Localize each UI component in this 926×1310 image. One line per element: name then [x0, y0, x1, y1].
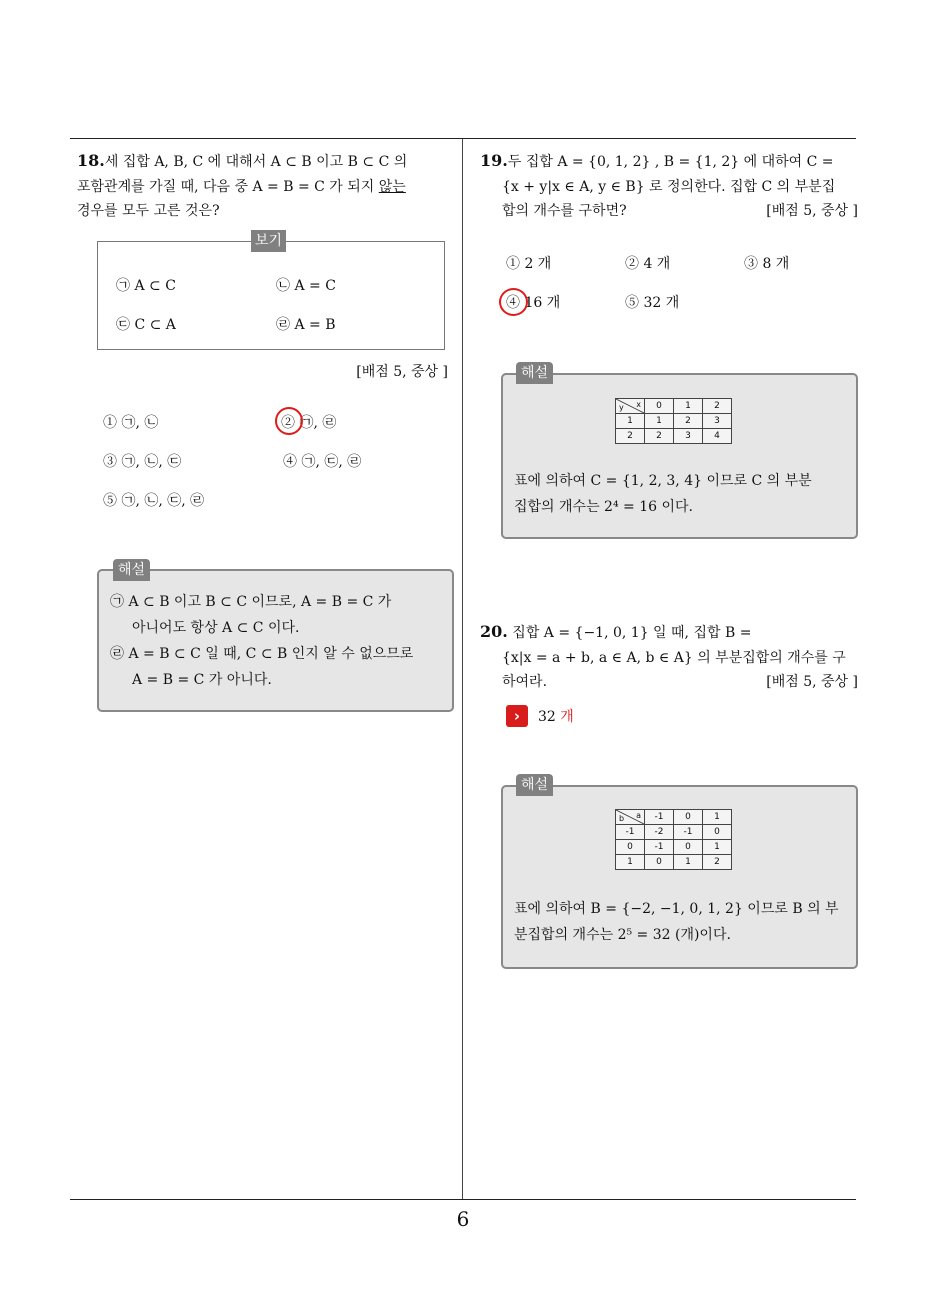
table-cell: 0: [645, 855, 674, 870]
page-number: 6: [456, 1207, 470, 1231]
choice-1[interactable]: ① ㉠, ㉡: [103, 415, 159, 431]
bogi-item: ㉠ A ⊂ C: [116, 278, 176, 294]
solution-line: ㉠ A ⊂ B 이고 B ⊂ C 이므로, A = B = C 가: [110, 594, 392, 610]
underlined-word: 않는: [378, 178, 406, 195]
solution-text: [110, 589, 444, 693]
bogi-item: ㉡ A = C: [276, 278, 336, 294]
score-label: [배점 5, 중상 ]: [356, 364, 448, 380]
solution-text: [514, 468, 846, 520]
choice-2[interactable]: ② ㉠, ㉣: [281, 415, 337, 431]
table-cell: 2: [616, 429, 645, 444]
solution-label: 해설: [516, 774, 553, 796]
question-18: [77, 149, 455, 224]
table-header-cell: -1: [645, 810, 674, 825]
table-header-cell: 1: [674, 399, 703, 414]
question-line: 경우를 모두 고른 것은?: [77, 203, 220, 219]
solution-line: 집합의 개수는 2⁴ = 16 이다.: [514, 499, 693, 515]
solution-line: 분집합의 개수는 2⁵ = 32 (개)이다.: [514, 927, 731, 943]
table-cell: 3: [674, 429, 703, 444]
score-label: [배점 5, 중상 ]: [766, 203, 858, 219]
table-cell: -1: [674, 825, 703, 840]
choice-5[interactable]: ⑤ 32 개: [625, 295, 680, 311]
table-header-cell: 2: [703, 399, 732, 414]
table-cell: 0: [674, 840, 703, 855]
table-cell: 2: [703, 855, 732, 870]
solution-line: 표에 의하여 C = {1, 2, 3, 4} 이므로 C 의 부분: [514, 473, 812, 489]
table-cell: 4: [703, 429, 732, 444]
question-line: {x + y|x ∈ A, y ∈ B} 로 정의한다. 집합 C 의 부분집: [502, 178, 836, 195]
answer-arrow-icon: ›: [506, 705, 528, 727]
table-corner-cell: [616, 399, 645, 414]
table-header-cell: 0: [674, 810, 703, 825]
choice-3[interactable]: ③ ㉠, ㉡, ㉢: [103, 454, 182, 470]
table-cell: 1: [674, 855, 703, 870]
table-cell: 1: [645, 414, 674, 429]
sum-table: [615, 809, 732, 870]
table-cell: -2: [645, 825, 674, 840]
table-cell: 1: [703, 840, 732, 855]
choice-2[interactable]: ② 4 개: [625, 256, 671, 272]
solution-label: 해설: [516, 362, 553, 384]
table-cell: 3: [703, 414, 732, 429]
solution-line: 아니어도 항상 A ⊂ C 이다.: [132, 620, 300, 636]
solution-line: 표에 의하여 B = {−2, −1, 0, 1, 2} 이므로 B 의 부: [514, 901, 839, 917]
table-cell: -1: [645, 840, 674, 855]
table-cell: 0: [616, 840, 645, 855]
corner-label: b: [619, 814, 625, 823]
choice-5[interactable]: ⑤ ㉠, ㉡, ㉢, ㉣: [103, 493, 205, 509]
bogi-item: ㉢ C ⊂ A: [116, 317, 176, 333]
solution-line: ㉣ A = B ⊂ C 일 때, C ⊂ B 인지 알 수 없으므로: [110, 646, 414, 662]
score-label: [배점 5, 중상 ]: [766, 674, 858, 690]
choice-4[interactable]: ④ ㉠, ㉢, ㉣: [283, 454, 362, 470]
question-line: {x|x = a + b, a ∈ A, b ∈ A} 의 부분집합의 개수를 구: [502, 649, 846, 666]
question-line: 집합 A = {−1, 0, 1} 일 때, 집합 B =: [512, 625, 752, 641]
table-cell: 0: [703, 825, 732, 840]
choice-4[interactable]: ④ 16 개: [506, 295, 561, 311]
question-line: 두 집합 A = {0, 1, 2} , B = {1, 2} 에 대하여 C =: [507, 154, 834, 170]
choice-1[interactable]: ① 2 개: [506, 256, 552, 272]
corner-label: y: [619, 403, 624, 412]
corner-label: x: [636, 400, 641, 409]
table-cell: 1: [616, 855, 645, 870]
question-number: 19.: [480, 151, 508, 170]
selected-answer-circle: [499, 288, 528, 316]
question-line: 포함관계를 가질 때, 다음 중 A = B = C 가 되지: [77, 178, 379, 195]
solution-label: 해설: [113, 559, 150, 581]
question-20: [480, 620, 858, 695]
table-header-cell: 1: [703, 810, 732, 825]
table-header-cell: 0: [645, 399, 674, 414]
sum-table: [615, 398, 732, 444]
answer-value: 32: [538, 709, 556, 725]
choice-3[interactable]: ③ 8 개: [744, 256, 790, 272]
table-cell: -1: [616, 825, 645, 840]
bogi-item: ㉣ A = B: [276, 317, 336, 333]
table-cell: 2: [645, 429, 674, 444]
table-cell: 2: [674, 414, 703, 429]
column-divider: [462, 139, 463, 1199]
question-line: 합의 개수를 구하면?: [502, 203, 627, 219]
question-line: 세 집합 A, B, C 에 대해서 A ⊂ B 이고 B ⊂ C 의: [104, 154, 408, 170]
solution-line: A = B = C 가 아니다.: [132, 672, 272, 688]
answer-unit: 개: [560, 709, 574, 725]
answer: [538, 706, 574, 726]
selected-answer-circle: [275, 407, 303, 435]
bottom-rule: [70, 1199, 856, 1200]
question-number: 20.: [480, 622, 508, 641]
table-corner-cell: [616, 810, 645, 825]
corner-label: a: [636, 811, 641, 820]
question-line: 하여라.: [502, 674, 548, 690]
question-19: [480, 149, 858, 224]
table-cell: 1: [616, 414, 645, 429]
question-number: 18.: [77, 151, 105, 170]
solution-text: [514, 896, 846, 948]
top-rule: [70, 138, 856, 139]
bogi-title: 보기: [251, 230, 286, 252]
